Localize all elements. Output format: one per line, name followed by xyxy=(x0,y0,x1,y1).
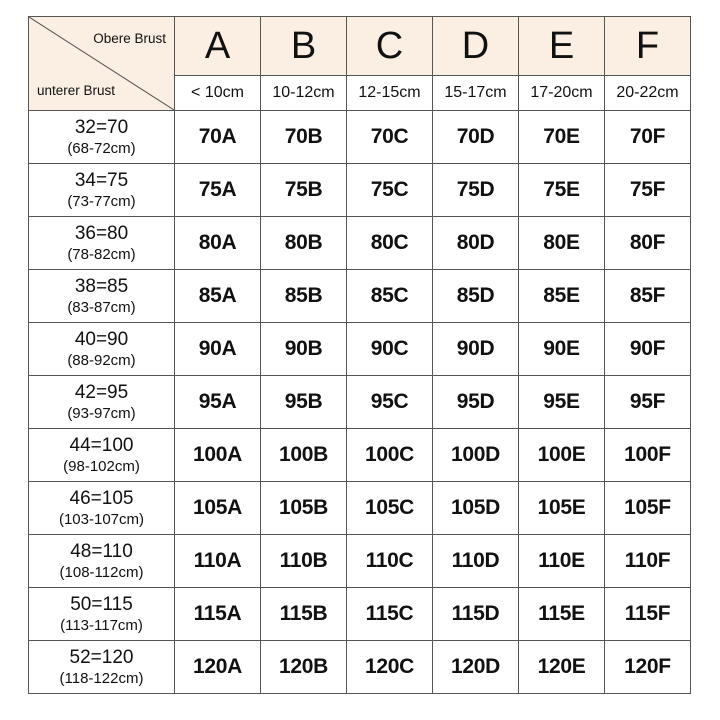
band-range-label: (78-82cm) xyxy=(67,245,136,263)
band-range-label: (103-107cm) xyxy=(58,510,145,528)
size-row xyxy=(29,111,691,164)
size-chart-table xyxy=(28,16,691,694)
bra-size-cell: 80E xyxy=(519,217,605,270)
upper-bust-label: Obere Brust xyxy=(93,31,166,46)
bra-size-cell: 115B xyxy=(261,588,347,641)
bra-size-cell: 95F xyxy=(605,376,691,429)
band-size-label: 36=80 xyxy=(74,222,129,244)
bra-size-cell: 70D xyxy=(433,111,519,164)
size-row xyxy=(29,217,691,270)
bra-size-cell: 95C xyxy=(347,376,433,429)
cup-letter-row xyxy=(29,17,691,76)
bra-size-cell: 80C xyxy=(347,217,433,270)
bra-size-cell: 100B xyxy=(261,429,347,482)
size-row xyxy=(29,482,691,535)
size-row xyxy=(29,376,691,429)
bra-size-cell: 80F xyxy=(605,217,691,270)
bra-size-cell: 70B xyxy=(261,111,347,164)
band-range-label: (93-97cm) xyxy=(67,404,136,422)
bra-size-cell: 115C xyxy=(347,588,433,641)
cup-range-c: 12-15cm xyxy=(347,76,433,111)
bra-size-cell: 90B xyxy=(261,323,347,376)
size-row xyxy=(29,323,691,376)
bra-size-cell: 105A xyxy=(175,482,261,535)
band-size-cell xyxy=(29,217,175,270)
size-row xyxy=(29,641,691,694)
bra-size-cell: 90A xyxy=(175,323,261,376)
cup-letter-a: A xyxy=(175,17,261,76)
bra-size-cell: 115E xyxy=(519,588,605,641)
bra-size-cell: 85A xyxy=(175,270,261,323)
size-row xyxy=(29,429,691,482)
cup-range-a: < 10cm xyxy=(175,76,261,111)
bra-size-cell: 100A xyxy=(175,429,261,482)
bra-size-cell: 80B xyxy=(261,217,347,270)
bra-size-cell: 100E xyxy=(519,429,605,482)
bra-size-cell: 75A xyxy=(175,164,261,217)
bra-size-cell: 75E xyxy=(519,164,605,217)
band-range-label: (113-117cm) xyxy=(60,616,143,634)
band-range-label: (118-122cm) xyxy=(59,669,144,687)
bra-size-cell: 90F xyxy=(605,323,691,376)
bra-size-cell: 105D xyxy=(433,482,519,535)
bra-size-cell: 85B xyxy=(261,270,347,323)
bra-size-cell: 105B xyxy=(261,482,347,535)
band-range-label: (98-102cm) xyxy=(63,457,140,475)
cup-range-f: 20-22cm xyxy=(605,76,691,111)
bra-size-cell: 115F xyxy=(605,588,691,641)
under-bust-label: unterer Brust xyxy=(37,83,116,98)
band-size-label: 44=100 xyxy=(69,434,134,456)
bra-size-cell: 95E xyxy=(519,376,605,429)
bra-size-cell: 80A xyxy=(175,217,261,270)
bra-size-cell: 105C xyxy=(347,482,433,535)
bra-size-cell: 75B xyxy=(261,164,347,217)
bra-size-cell: 95D xyxy=(433,376,519,429)
bra-size-cell: 75F xyxy=(605,164,691,217)
band-size-cell xyxy=(29,588,175,641)
band-range-label: (83-87cm) xyxy=(67,298,136,316)
bra-size-cell: 90D xyxy=(433,323,519,376)
bra-size-cell: 110E xyxy=(519,535,605,588)
bra-size-cell: 115D xyxy=(433,588,519,641)
bra-size-cell: 80D xyxy=(433,217,519,270)
band-size-label: 52=120 xyxy=(69,646,134,668)
cup-letter-b: B xyxy=(261,17,347,76)
band-size-cell xyxy=(29,641,175,694)
size-row xyxy=(29,535,691,588)
size-row xyxy=(29,164,691,217)
cup-letter-c: C xyxy=(347,17,433,76)
bra-size-cell: 110B xyxy=(261,535,347,588)
band-size-label: 50=115 xyxy=(70,593,133,615)
bra-size-cell: 100F xyxy=(605,429,691,482)
band-size-label: 38=85 xyxy=(74,275,129,297)
band-size-label: 40=90 xyxy=(74,328,129,350)
band-size-label: 34=75 xyxy=(74,169,129,191)
band-size-cell xyxy=(29,270,175,323)
bra-size-cell: 120E xyxy=(519,641,605,694)
bra-size-cell: 85C xyxy=(347,270,433,323)
band-size-label: 32=70 xyxy=(74,116,129,138)
bra-size-cell: 70E xyxy=(519,111,605,164)
bra-size-cell: 100D xyxy=(433,429,519,482)
bra-size-cell: 95A xyxy=(175,376,261,429)
corner-header-cell xyxy=(29,17,175,111)
bra-size-cell: 75D xyxy=(433,164,519,217)
band-range-label: (73-77cm) xyxy=(67,192,136,210)
band-size-cell xyxy=(29,429,175,482)
bra-size-cell: 85D xyxy=(433,270,519,323)
bra-size-cell: 110A xyxy=(175,535,261,588)
bra-size-cell: 105F xyxy=(605,482,691,535)
bra-size-cell: 85F xyxy=(605,270,691,323)
band-size-label: 48=110 xyxy=(70,540,133,562)
cup-letter-f: F xyxy=(605,17,691,76)
bra-size-cell: 110C xyxy=(347,535,433,588)
bra-size-cell: 120C xyxy=(347,641,433,694)
bra-size-cell: 100C xyxy=(347,429,433,482)
cup-range-e: 17-20cm xyxy=(519,76,605,111)
band-size-cell xyxy=(29,164,175,217)
bra-size-cell: 75C xyxy=(347,164,433,217)
band-range-label: (88-92cm) xyxy=(67,351,136,369)
bra-size-cell: 95B xyxy=(261,376,347,429)
bra-size-cell: 120B xyxy=(261,641,347,694)
bra-size-cell: 85E xyxy=(519,270,605,323)
bra-size-cell: 70C xyxy=(347,111,433,164)
cup-letter-e: E xyxy=(519,17,605,76)
band-range-label: (68-72cm) xyxy=(67,139,136,157)
bra-size-cell: 90C xyxy=(347,323,433,376)
size-row xyxy=(29,588,691,641)
bra-size-cell: 115A xyxy=(175,588,261,641)
band-size-label: 42=95 xyxy=(74,381,129,403)
band-size-cell xyxy=(29,111,175,164)
cup-letter-d: D xyxy=(433,17,519,76)
bra-size-cell: 120F xyxy=(605,641,691,694)
bra-size-cell: 105E xyxy=(519,482,605,535)
bra-size-cell: 120D xyxy=(433,641,519,694)
bra-size-cell: 90E xyxy=(519,323,605,376)
band-range-label: (108-112cm) xyxy=(59,563,144,581)
band-size-cell xyxy=(29,323,175,376)
cup-range-d: 15-17cm xyxy=(433,76,519,111)
band-size-label: 46=105 xyxy=(69,487,134,509)
bra-size-cell: 110D xyxy=(433,535,519,588)
band-size-cell xyxy=(29,376,175,429)
bra-size-cell: 70F xyxy=(605,111,691,164)
bra-size-cell: 70A xyxy=(175,111,261,164)
bra-size-cell: 120A xyxy=(175,641,261,694)
band-size-cell xyxy=(29,535,175,588)
cup-range-b: 10-12cm xyxy=(261,76,347,111)
size-row xyxy=(29,270,691,323)
band-size-cell xyxy=(29,482,175,535)
bra-size-cell: 110F xyxy=(605,535,691,588)
